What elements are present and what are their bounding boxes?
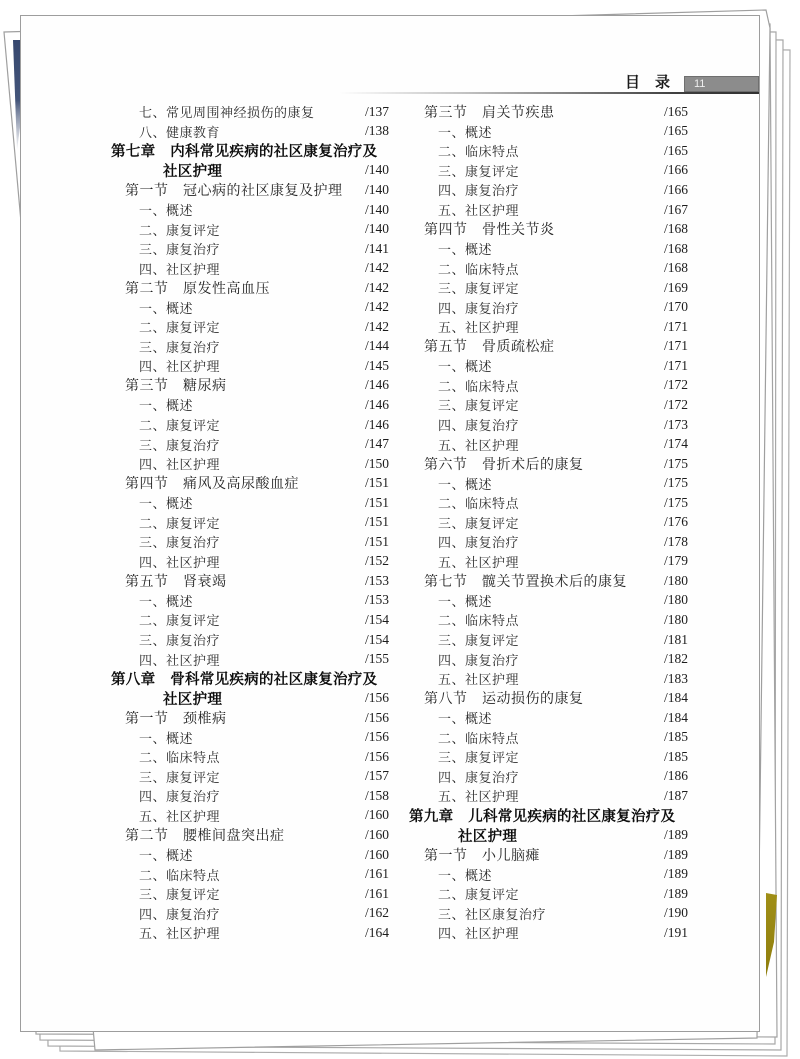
toc-entry-title: 第八章 骨科常见疾病的社区康复治疗及	[111, 672, 378, 689]
toc-page	[20, 15, 760, 1032]
toc-entry-page-number: /156	[364, 690, 389, 706]
toc-entry-page-number: /169	[663, 279, 688, 295]
toc-entry-page-number: /151	[364, 514, 389, 530]
toc-entry-page-number: /140	[364, 162, 389, 178]
toc-entry	[409, 884, 688, 904]
toc-entry	[409, 532, 688, 552]
toc-entry	[111, 258, 389, 278]
toc-entry	[409, 728, 688, 748]
toc-entry	[111, 473, 389, 493]
toc-entry-page-number: /187	[663, 787, 688, 803]
toc-entry	[111, 337, 389, 357]
toc-entry-title: 二、临床特点	[139, 750, 221, 766]
toc-entry	[111, 141, 389, 161]
toc-entry-title: 二、康复评定	[139, 418, 221, 434]
toc-entry-page-number: /184	[663, 709, 688, 725]
toc-entry-title: 四、康复治疗	[438, 535, 520, 551]
toc-entry	[111, 649, 389, 669]
toc-entry-title: 第八节 运动损伤的康复	[424, 692, 584, 708]
toc-entry-page-number: /179	[663, 553, 688, 569]
toc-entry-page-number: /180	[663, 592, 688, 608]
toc-entry-title: 五、社区护理	[438, 320, 520, 336]
toc-entry	[409, 122, 688, 142]
toc-entry-title: 三、康复评定	[139, 887, 221, 903]
toc-entry-title: 第一节 小儿脑瘫	[424, 848, 540, 864]
toc-entry	[409, 161, 688, 181]
toc-entry-page-number: /180	[663, 572, 688, 588]
toc-entry-page-number: /185	[663, 729, 688, 745]
toc-entry-page-number: /168	[663, 240, 688, 256]
toc-entry	[111, 493, 389, 513]
toc-entry-title: 三、康复治疗	[139, 535, 221, 551]
toc-entry-title: 第四节 骨性关节炎	[424, 223, 555, 239]
toc-entry-page-number: /140	[364, 221, 389, 237]
toc-entry-page-number: /161	[364, 866, 389, 882]
toc-entry-title: 三、社区康复治疗	[438, 906, 547, 922]
toc-entry	[409, 806, 688, 826]
toc-entry	[111, 728, 389, 748]
toc-entry-title: 三、康复评定	[438, 750, 520, 766]
toc-entry-page-number: /156	[364, 748, 389, 764]
toc-entry	[409, 610, 688, 630]
toc-entry-title: 第五节 骨质疏松症	[424, 340, 555, 356]
toc-entry-page-number: /174	[663, 436, 688, 452]
toc-entry	[409, 395, 688, 415]
toc-entry-page-number: /154	[364, 611, 389, 627]
toc-entry	[409, 473, 688, 493]
toc-column-left	[111, 102, 389, 943]
toc-entry-title: 一、概述	[438, 476, 493, 492]
toc-entry-title: 三、康复治疗	[139, 633, 221, 649]
toc-entry-title: 一、概述	[139, 848, 194, 864]
toc-entry-title: 一、概述	[438, 867, 493, 883]
toc-entry-title: 第二节 原发性高血压	[125, 281, 270, 297]
toc-entry	[111, 219, 389, 239]
toc-entry-title: 四、社区护理	[139, 652, 221, 668]
toc-entry	[409, 337, 688, 357]
toc-entry	[111, 356, 389, 376]
toc-entry	[409, 376, 688, 396]
page-header-title: 目 录	[625, 74, 671, 91]
toc-entry	[409, 688, 688, 708]
toc-entry	[409, 219, 688, 239]
toc-entry	[409, 571, 688, 591]
toc-entry	[409, 864, 688, 884]
toc-entry-page-number: /184	[663, 690, 688, 706]
toc-entry-page-number: /175	[663, 455, 688, 471]
toc-entry	[111, 747, 389, 767]
toc-entry-page-number: /165	[663, 123, 688, 139]
toc-entry-title: 五、社区护理	[438, 672, 520, 688]
toc-entry-page-number: /166	[663, 181, 688, 197]
toc-entry	[409, 493, 688, 513]
toc-entry-title: 八、健康教育	[139, 124, 221, 140]
toc-entry-title: 第三节 糖尿病	[125, 379, 227, 395]
toc-entry-title: 五、社区护理	[139, 926, 221, 942]
toc-entry-page-number: /175	[663, 475, 688, 491]
toc-entry-title: 五、社区护理	[438, 554, 520, 570]
toc-entry-title: 四、康复治疗	[438, 418, 520, 434]
toc-entry-page-number: /160	[364, 807, 389, 823]
toc-entry	[409, 454, 688, 474]
toc-entry	[409, 669, 688, 689]
toc-entry	[111, 200, 389, 220]
toc-entry-title: 一、概述	[139, 300, 194, 316]
toc-entry	[111, 454, 389, 474]
toc-entry-title: 二、康复评定	[139, 515, 221, 531]
toc-entry-page-number: /137	[364, 103, 389, 119]
toc-entry-page-number: /160	[364, 827, 389, 842]
toc-entry-title: 二、康复评定	[139, 613, 221, 629]
toc-entry	[409, 923, 688, 943]
toc-entry-title: 四、康复治疗	[139, 906, 221, 922]
toc-entry-page-number: /185	[663, 748, 688, 764]
toc-entry	[111, 923, 389, 943]
toc-entry-title: 四、社区护理	[438, 926, 520, 942]
toc-entry	[111, 903, 389, 923]
toc-entry-title: 五、社区护理	[438, 789, 520, 805]
toc-entry-page-number: /140	[364, 181, 389, 197]
toc-entry	[409, 903, 688, 923]
toc-entry	[409, 630, 688, 650]
toc-entry-title: 第一节 颈椎病	[125, 711, 227, 727]
toc-entry	[111, 239, 389, 259]
toc-entry-page-number: /140	[364, 201, 389, 217]
toc-entry-title: 三、康复治疗	[139, 339, 221, 355]
toc-entry-title: 三、康复评定	[438, 281, 520, 297]
toc-entry-page-number: /161	[364, 885, 389, 901]
toc-entry	[409, 825, 688, 845]
toc-entry	[111, 845, 389, 865]
toc-entry-title: 一、概述	[438, 593, 493, 609]
toc-entry-page-number: /171	[663, 357, 688, 373]
toc-entry-page-number: /152	[364, 553, 389, 569]
toc-entry	[409, 512, 688, 532]
toc-entry	[111, 806, 389, 826]
toc-entry-title: 三、康复评定	[438, 633, 520, 649]
toc-entry-title: 五、社区护理	[139, 808, 221, 824]
toc-entry	[409, 317, 688, 337]
toc-entry	[111, 415, 389, 435]
toc-entry	[111, 825, 389, 845]
toc-entry	[111, 786, 389, 806]
toc-entry-title: 二、康复评定	[438, 887, 520, 903]
toc-entry	[409, 239, 688, 259]
toc-entry-title: 四、康复治疗	[438, 183, 520, 199]
toc-entry-title: 二、康复评定	[139, 222, 221, 238]
toc-entry	[409, 102, 688, 122]
toc-entry-page-number: /171	[663, 338, 688, 354]
toc-entry-page-number: /178	[663, 533, 688, 549]
toc-entry-title: 一、概述	[438, 124, 493, 140]
toc-entry-title: 第六节 骨折术后的康复	[424, 457, 584, 473]
toc-entry-page-number: /156	[364, 729, 389, 745]
toc-entry-page-number: /173	[663, 416, 688, 432]
toc-entry	[111, 297, 389, 317]
toc-entry-page-number: /172	[663, 396, 688, 412]
toc-entry-title: 二、临床特点	[438, 613, 520, 629]
toc-entry	[409, 415, 688, 435]
toc-entry-title: 五、社区护理	[438, 437, 520, 453]
toc-entry-title: 一、概述	[438, 711, 493, 727]
toc-entry-page-number: /162	[364, 905, 389, 921]
toc-entry-page-number: /189	[663, 827, 688, 842]
toc-entry	[111, 591, 389, 611]
toc-entry-page-number: /146	[364, 416, 389, 432]
toc-entry	[409, 356, 688, 376]
toc-entry-title: 二、临床特点	[438, 144, 520, 160]
toc-entry	[111, 688, 389, 708]
toc-entry	[111, 864, 389, 884]
toc-entry	[111, 532, 389, 552]
toc-entry-title: 四、康复治疗	[438, 652, 520, 668]
toc-entry-title: 社区护理	[163, 691, 223, 708]
toc-entry-page-number: /153	[364, 572, 389, 588]
toc-entry-page-number: /167	[663, 201, 688, 217]
toc-entry-title: 四、社区护理	[139, 359, 221, 375]
toc-entry-title: 二、临床特点	[438, 730, 520, 746]
toc-entry-page-number: /165	[663, 103, 688, 119]
toc-entry-page-number: /142	[364, 279, 389, 295]
toc-entry-title: 第一节 冠心病的社区康复及护理	[125, 183, 343, 199]
toc-entry-title: 三、康复治疗	[139, 242, 221, 258]
toc-entry-title: 四、康复治疗	[139, 789, 221, 805]
toc-entry-page-number: /190	[663, 905, 688, 921]
toc-entry-title: 四、社区护理	[139, 261, 221, 277]
toc-entry-page-number: /146	[364, 377, 389, 393]
toc-entry-title: 一、概述	[438, 359, 493, 375]
toc-entry-page-number: /175	[663, 494, 688, 510]
toc-entry-title: 社区护理	[458, 828, 518, 845]
toc-entry-page-number: /168	[663, 260, 688, 276]
toc-entry-page-number: /166	[663, 162, 688, 178]
toc-entry-title: 一、概述	[438, 242, 493, 258]
toc-entry-page-number: /157	[364, 768, 389, 784]
toc-entry	[409, 297, 688, 317]
toc-entry-title: 四、社区护理	[139, 457, 221, 473]
toc-entry	[409, 434, 688, 454]
toc-entry-page-number: /147	[364, 436, 389, 452]
toc-entry-page-number: /153	[364, 592, 389, 608]
toc-entry-title: 七、常见周围神经损伤的康复	[139, 105, 315, 121]
toc-entry-page-number: /151	[364, 533, 389, 549]
toc-entry-page-number: /189	[663, 885, 688, 901]
toc-entry-title: 一、概述	[139, 398, 194, 414]
toc-entry-title: 二、临床特点	[139, 867, 221, 883]
toc-entry	[111, 708, 389, 728]
toc-entry	[111, 571, 389, 591]
toc-entry	[409, 200, 688, 220]
toc-entry	[111, 317, 389, 337]
toc-entry-page-number: /176	[663, 514, 688, 530]
toc-entry	[409, 845, 688, 865]
toc-entry-page-number: /172	[663, 377, 688, 393]
toc-entry-page-number: /165	[663, 142, 688, 158]
toc-entry-page-number: /160	[364, 846, 389, 862]
toc-entry-page-number: /142	[364, 260, 389, 276]
toc-entry-page-number: /158	[364, 787, 389, 803]
toc-entry-title: 二、临床特点	[438, 378, 520, 394]
toc-entry	[111, 630, 389, 650]
toc-entry	[111, 122, 389, 142]
toc-entry	[111, 161, 389, 181]
toc-entry-page-number: /183	[663, 670, 688, 686]
toc-entry	[409, 278, 688, 298]
toc-entry-title: 四、康复治疗	[438, 300, 520, 316]
toc-entry	[409, 141, 688, 161]
toc-entry-title: 第七节 髋关节置换术后的康复	[424, 574, 627, 590]
header-rule	[339, 92, 759, 94]
toc-entry	[409, 591, 688, 611]
toc-entry-title: 第五节 肾衰竭	[125, 574, 227, 590]
toc-entry-page-number: /138	[364, 123, 389, 139]
toc-entry-page-number: /155	[364, 651, 389, 667]
toc-entry-page-number: /151	[364, 494, 389, 510]
toc-entry	[409, 258, 688, 278]
toc-column-right	[409, 102, 688, 943]
toc-entry-page-number: /141	[364, 240, 389, 256]
toc-entry-page-number: /189	[663, 866, 688, 882]
toc-entry-page-number: /142	[364, 299, 389, 315]
toc-entry-title: 一、概述	[139, 203, 194, 218]
toc-entry	[111, 278, 389, 298]
toc-entry-title: 二、临床特点	[438, 496, 520, 512]
toc-entry-title: 第二节 腰椎间盘突出症	[125, 829, 285, 845]
toc-entry	[409, 552, 688, 572]
toc-entry-page-number: /191	[663, 924, 688, 940]
toc-entry-title: 三、康复评定	[139, 769, 221, 785]
toc-entry-page-number: /144	[364, 338, 389, 354]
toc-entry	[111, 376, 389, 396]
toc-entry-title: 一、概述	[139, 593, 194, 609]
toc-entry-page-number: /182	[663, 651, 688, 667]
toc-entry	[409, 747, 688, 767]
toc-entry	[111, 884, 389, 904]
toc-entry-page-number: /150	[364, 455, 389, 471]
toc-entry-title: 第九章 儿科常见疾病的社区康复治疗及	[409, 808, 676, 825]
toc-entry	[409, 649, 688, 669]
toc-entry-page-number: /189	[663, 846, 688, 862]
toc-entry-page-number: /180	[663, 611, 688, 627]
toc-entry-title: 第七章 内科常见疾病的社区康复治疗及	[111, 144, 378, 161]
toc-entry	[111, 434, 389, 454]
toc-entry	[409, 767, 688, 787]
toc-entry-page-number: /186	[663, 768, 688, 784]
toc-entry	[111, 102, 389, 122]
toc-entry-title: 二、康复评定	[139, 320, 221, 336]
toc-entry-page-number: /154	[364, 631, 389, 647]
toc-entry-page-number: /181	[663, 631, 688, 647]
toc-entry-title: 三、康复评定	[438, 515, 520, 531]
toc-entry	[409, 786, 688, 806]
toc-entry-page-number: /142	[364, 318, 389, 334]
toc-entry-title: 三、康复评定	[438, 163, 520, 179]
toc-entry-page-number: /168	[663, 221, 688, 237]
toc-entry-page-number: /164	[364, 924, 389, 940]
toc-entry-title: 四、康复治疗	[438, 769, 520, 785]
toc-entry-title: 第四节 痛风及高尿酸血症	[125, 477, 299, 493]
toc-entry-page-number: /171	[663, 318, 688, 334]
toc-entry-title: 五、社区护理	[438, 203, 520, 218]
toc-entry-title: 第三节 肩关节疾患	[424, 105, 555, 121]
toc-entry-title: 二、临床特点	[438, 261, 520, 277]
toc-entry	[111, 610, 389, 630]
toc-entry	[409, 180, 688, 200]
toc-entry-title: 一、概述	[139, 496, 194, 512]
toc-entry-title: 三、康复治疗	[139, 437, 221, 453]
toc-entry-page-number: /151	[364, 475, 389, 491]
toc-entry-page-number: /146	[364, 396, 389, 412]
toc-entry-title: 社区护理	[163, 163, 223, 180]
toc-entry	[111, 512, 389, 532]
toc-entry-page-number: /156	[364, 709, 389, 725]
toc-entry-title: 三、康复评定	[438, 398, 520, 414]
toc-entry	[111, 180, 389, 200]
toc-entry-page-number: /170	[663, 299, 688, 315]
page-number-badge: 11	[684, 76, 759, 92]
toc-entry	[111, 552, 389, 572]
toc-entry	[111, 767, 389, 787]
toc-entry-title: 四、社区护理	[139, 554, 221, 570]
toc-entry	[111, 669, 389, 689]
toc-entry-title: 一、概述	[139, 730, 194, 746]
toc-entry	[409, 708, 688, 728]
toc-entry	[111, 395, 389, 415]
toc-entry-page-number: /145	[364, 357, 389, 373]
